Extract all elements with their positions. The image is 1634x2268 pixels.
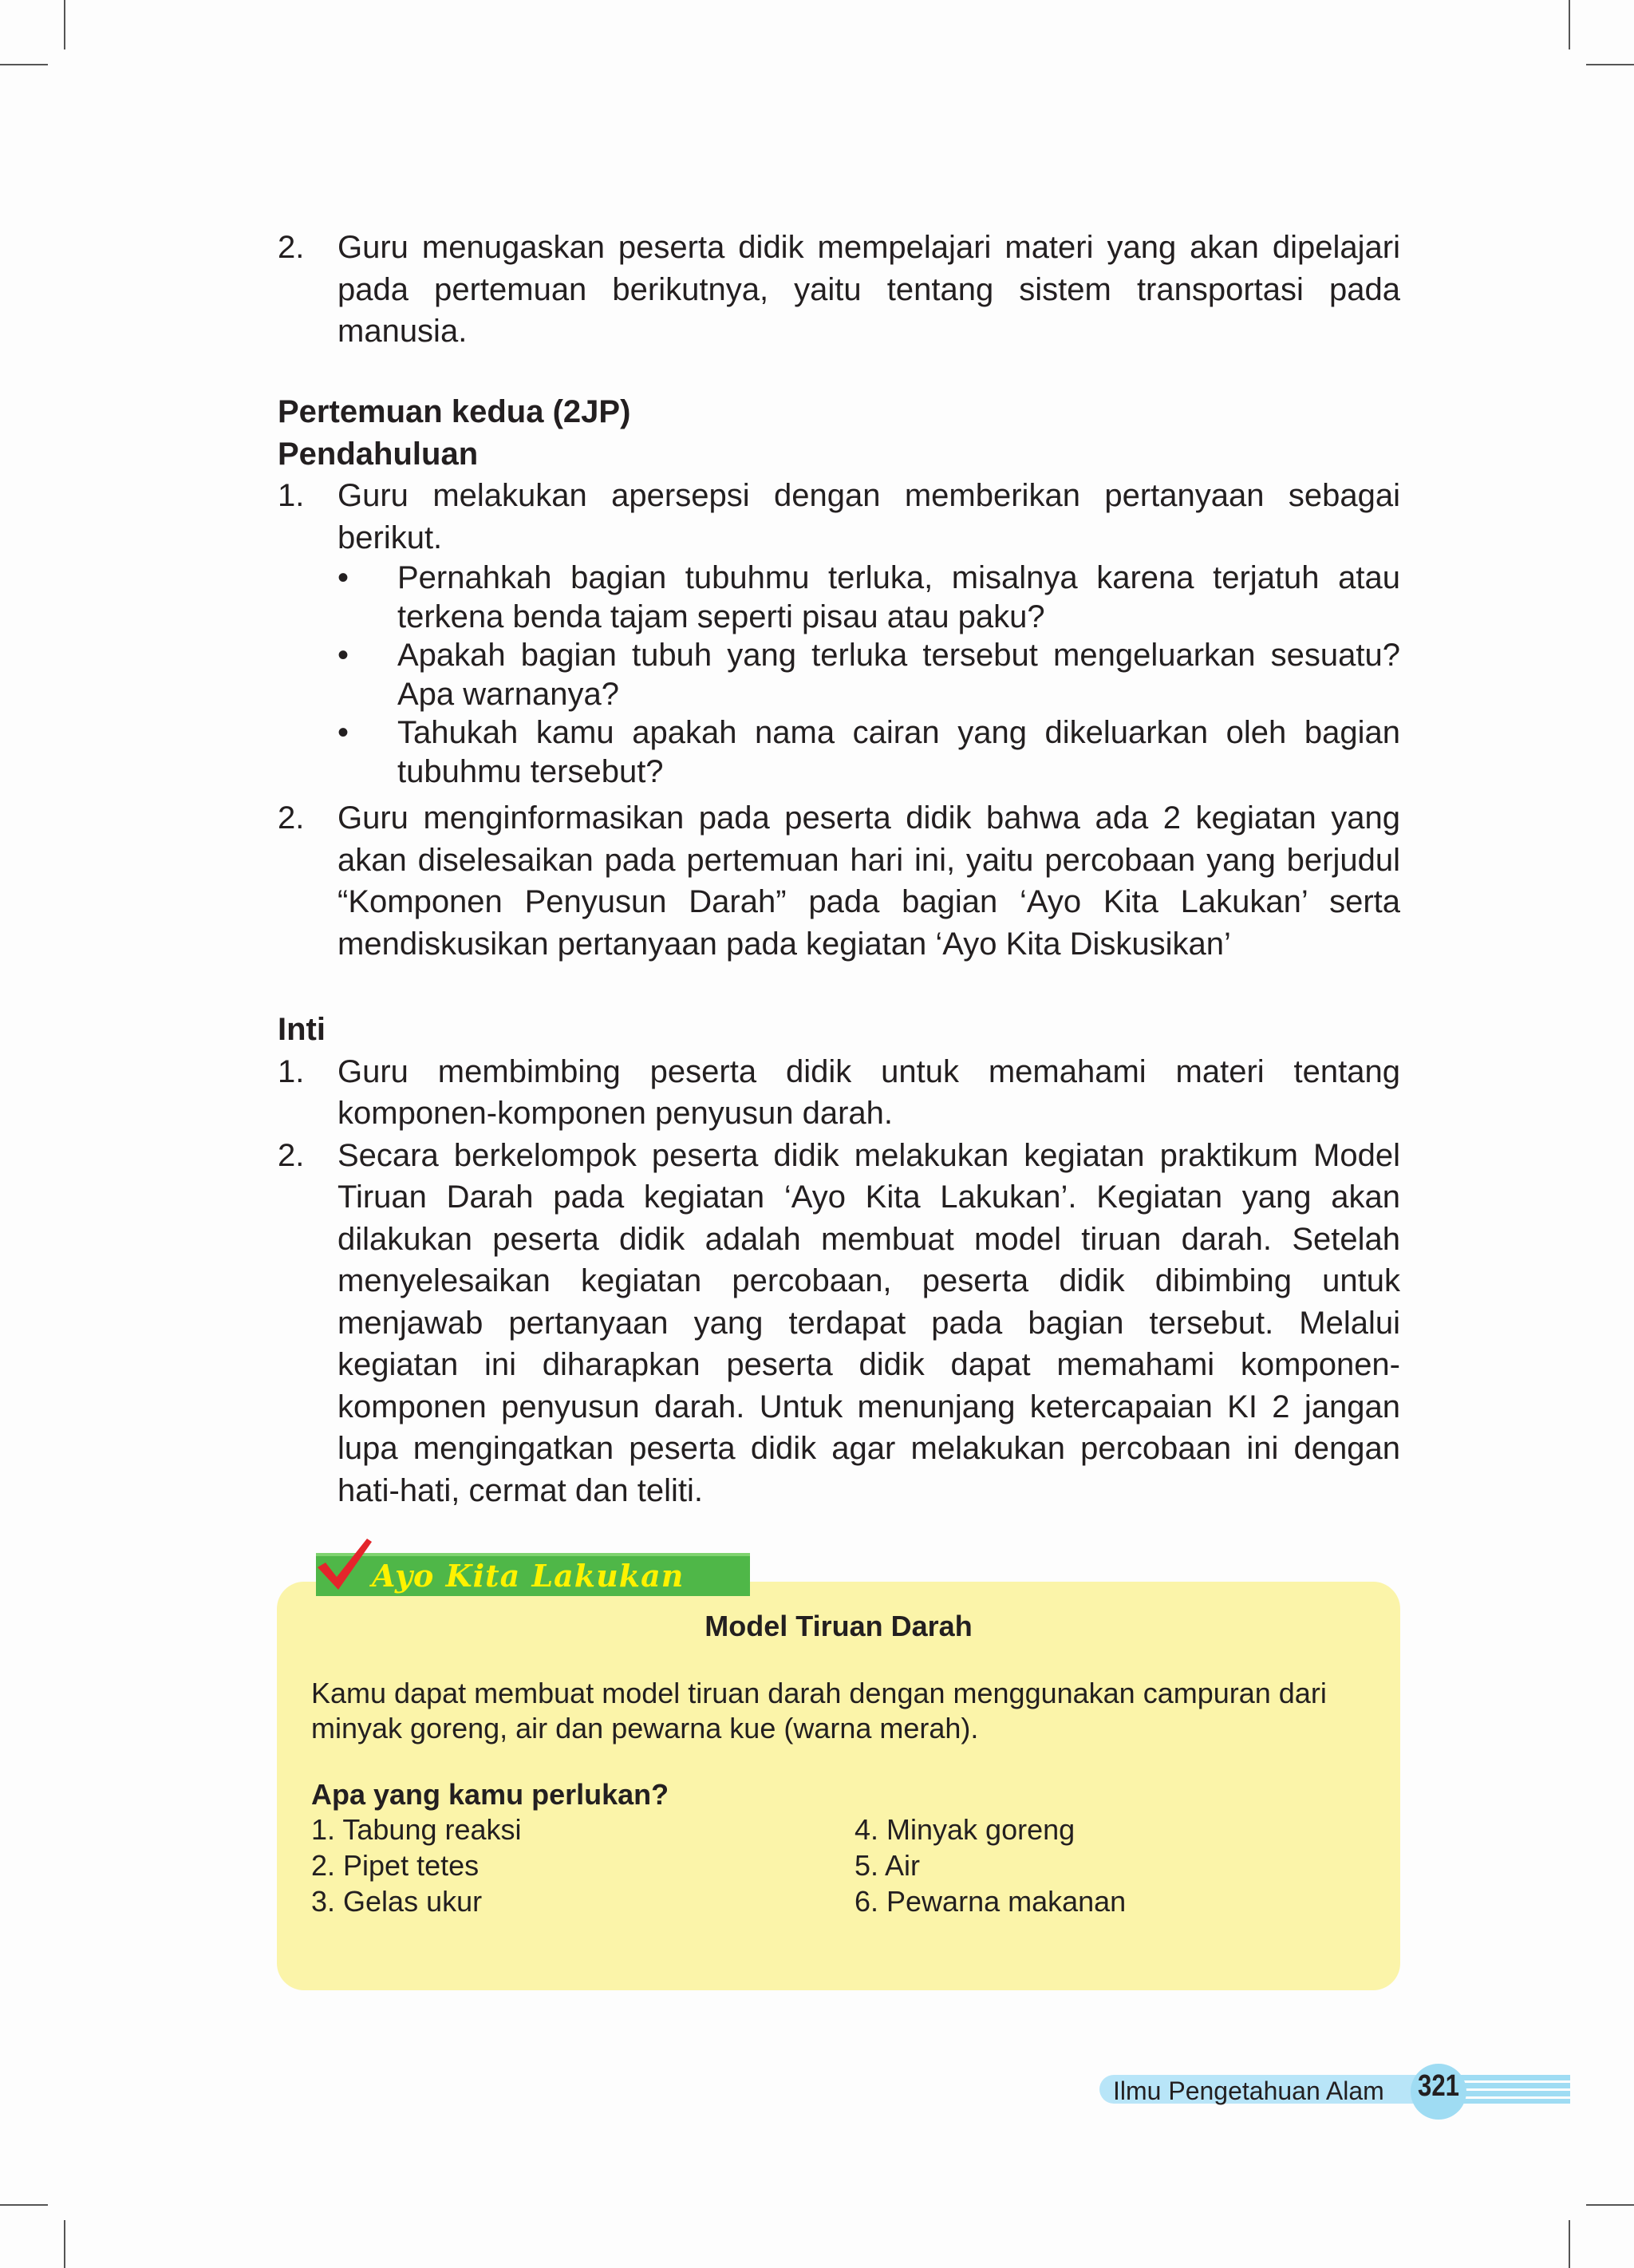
footer-subject: Ilmu Pengetahuan Alam <box>1113 2076 1384 2105</box>
bullet-text: Pernahkah bagian tubuhmu terluka, misalnya karena terjatuh atau terkena benda tajam seperti pisau atau paku? <box>397 560 1400 634</box>
list-item: 2. Pipet tetes <box>311 1849 480 1882</box>
list-item <box>278 1051 1400 1135</box>
page-number: 321 <box>1418 2069 1459 2103</box>
list-item <box>278 1135 1400 1512</box>
needs-heading: Apa yang kamu perlukan? <box>311 1778 669 1811</box>
list-item: 6. Pewarna makanan <box>854 1885 1127 1918</box>
activity-description: Kamu dapat membuat model tiruan darah dengan menggunakan campuran dari minyak goreng, air dan pewarna kue (warna merah). <box>311 1677 1327 1744</box>
bullet-item <box>278 636 1400 713</box>
crop-mark <box>1569 0 1570 49</box>
list-number: 2. <box>278 800 305 836</box>
needs-list-left <box>311 1812 522 1919</box>
crop-mark <box>0 2204 48 2206</box>
crop-mark <box>1586 2204 1634 2206</box>
crop-mark <box>0 64 48 65</box>
activity-tab <box>316 1553 750 1596</box>
core-heading: Inti <box>278 1012 326 1047</box>
list-text: Guru menugaskan peserta didik mempelajari materi yang akan dipelajari pada pertemuan berikutnya, yaitu tentang sistem transportasi pada manusia. <box>337 230 1400 349</box>
checkmark-icon <box>314 1537 373 1593</box>
needs-list-right <box>854 1812 1126 1919</box>
core-section <box>278 1009 1400 1511</box>
list-number: 2. <box>278 1137 305 1173</box>
bullet-text: Apakah bagian tubuh yang terluka tersebut mengeluarkan sesuatu? Apa warnanya? <box>397 638 1400 712</box>
list-item: 5. Air <box>854 1849 921 1882</box>
list-item: 1. Tabung reaksi <box>311 1813 522 1846</box>
list-text: Guru menginformasikan pada peserta didik bahwa ada 2 kegiatan yang akan diselesaikan pada pertemuan hari ini, yaitu percobaan yang berjudul “Komponen Penyusun Darah” pada bagian ‘Ayo Kita Lakukan’ serta mendiskusikan pertanyaan pada kegiatan ‘Ayo Kita Diskusikan’ <box>337 800 1400 962</box>
intro-heading: Pendahuluan <box>278 436 479 472</box>
bullet-item <box>278 559 1400 636</box>
crop-mark <box>64 0 65 49</box>
list-text: Guru melakukan apersepsi dengan memberikan pertanyaan sebagai berikut. <box>337 478 1400 555</box>
meeting-section <box>278 391 1400 965</box>
activity-title: Model Tiruan Darah <box>705 1610 973 1642</box>
list-item: 3. Gelas ukur <box>311 1885 483 1918</box>
list-number: 1. <box>278 478 305 513</box>
bullet-icon: • <box>337 715 349 750</box>
bullet-icon: • <box>337 638 349 673</box>
crop-mark <box>64 2220 65 2268</box>
activity-tab-label: Ayo Kita Lakukan <box>372 1558 685 1594</box>
list-item <box>278 797 1400 965</box>
list-number: 2. <box>278 230 305 265</box>
crop-mark <box>1569 2220 1570 2268</box>
list-text: Secara berkelompok peserta didik melakukan kegiatan praktikum Model Tiruan Darah pada kegiatan ‘Ayo Kita Lakukan’. Kegiatan yang akan dilakukan peserta didik adalah membuat model tiruan darah. Setelah menyelesaikan kegiatan percobaan, peserta didik dibimbing untuk menjawab pertanyaan yang terdapat pada bagian tersebut. Melalui kegiatan ini diharapkan peserta didik dapat memahami komponen-komponen penyusun darah. Untuk menunjang ketercapaian KI 2 jangan lupa mengingatkan peserta didik agar melakukan percobaan ini dengan hati-hati, cermat dan teliti. <box>337 1137 1400 1508</box>
previous-section-item <box>278 227 1400 353</box>
list-item: 4. Minyak goreng <box>854 1813 1076 1846</box>
bullet-icon: • <box>337 560 349 595</box>
bullet-text: Tahukah kamu apakah nama cairan yang dikeluarkan oleh bagian tubuhmu tersebut? <box>397 715 1400 789</box>
list-number: 1. <box>278 1053 305 1089</box>
list-text: Guru membimbing peserta didik untuk memahami materi tentang komponen-komponen penyusun darah. <box>337 1053 1400 1131</box>
list-item <box>278 475 1400 559</box>
bullet-item <box>278 713 1400 791</box>
meeting-title: Pertemuan kedua (2JP) <box>278 394 631 429</box>
crop-mark <box>1586 64 1634 65</box>
list-item <box>278 227 1400 353</box>
